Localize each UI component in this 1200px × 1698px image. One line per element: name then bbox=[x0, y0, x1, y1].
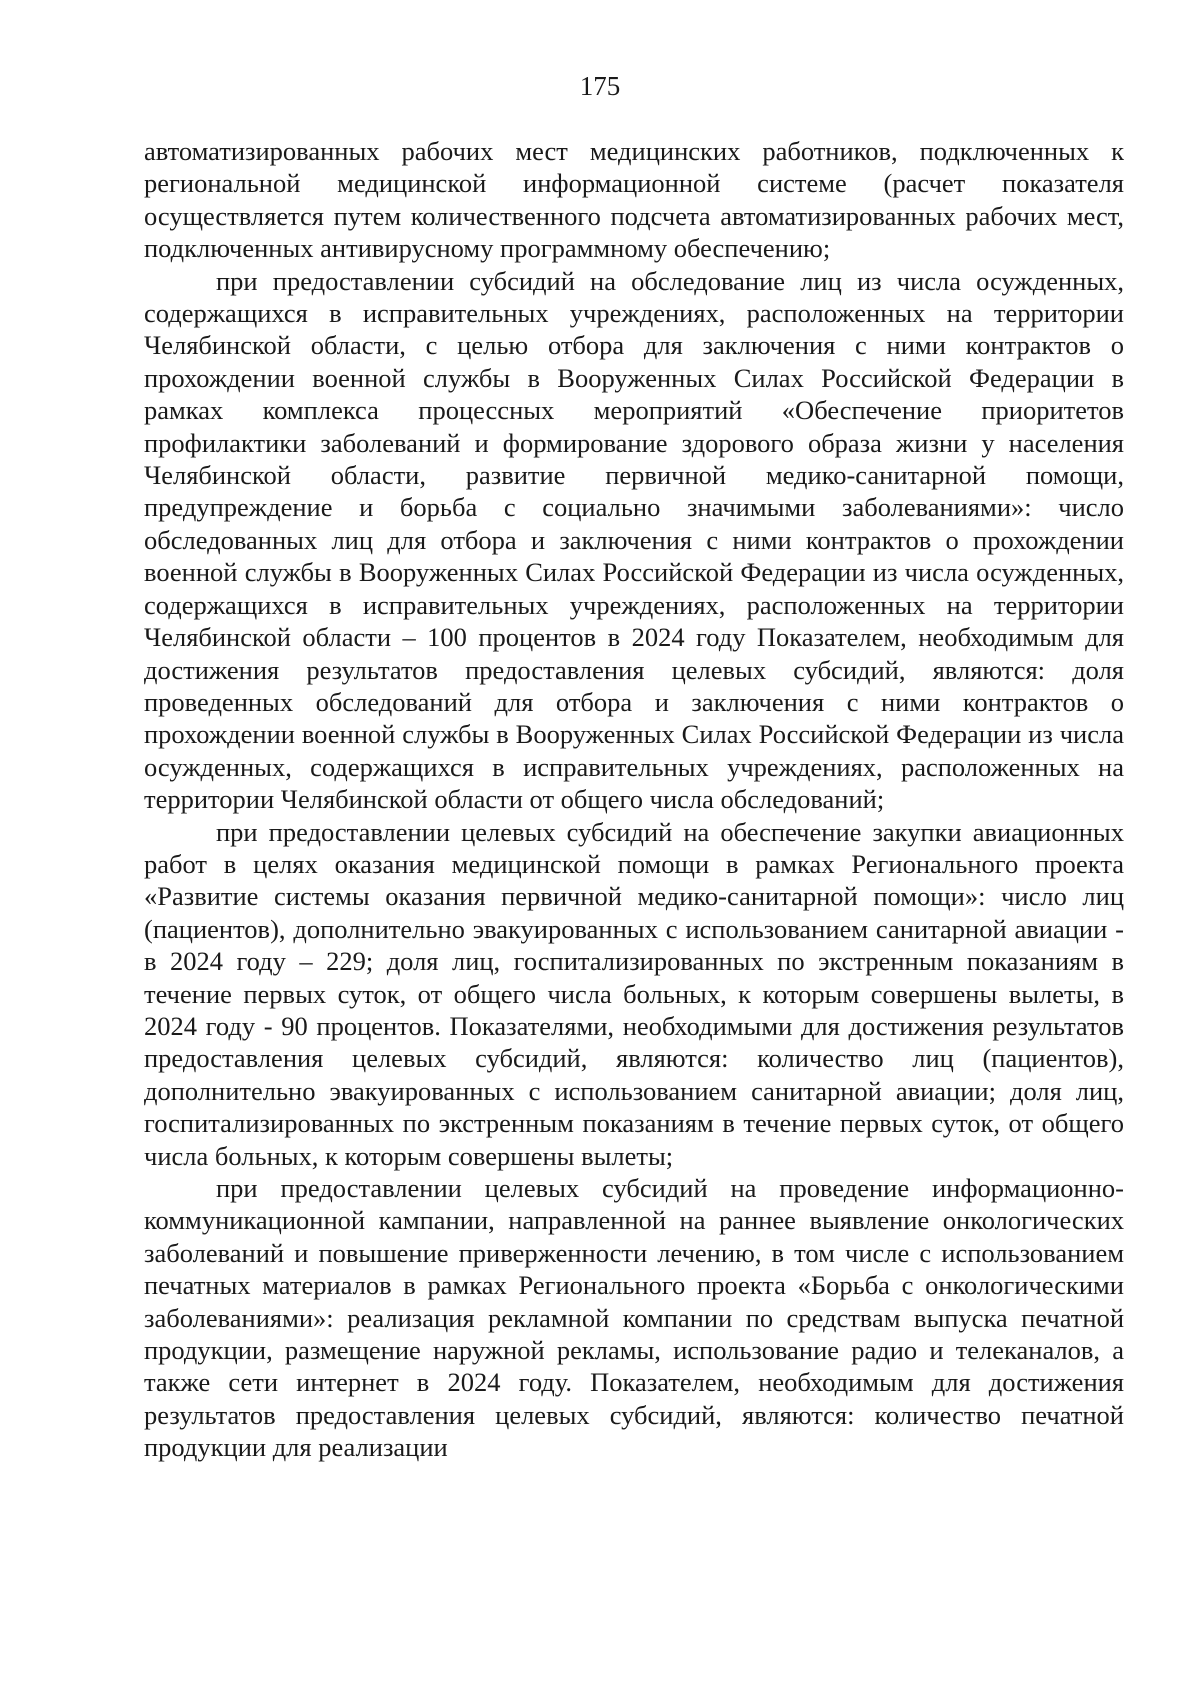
paragraph-oncology-campaign: при предоставлении целевых субсидий на проведение информационно-коммуникационной кампании, направленной на раннее выявление онкологических заболеваний и повышение приверженности лечению, в том числе с использованием печатных материалов в рамках Регионального проекта «Борьба с онкологическими заболеваниями»: реализация рекламной компании по средствам выпуска печатной продукции, размещение наружной рекламы, использование радио и телеканалов, а также сети интернет в 2024 году. Показателем, необходимым для достижения результатов предоставления целевых субсидий, являются: количество печатной продукции для реализации bbox=[144, 1173, 1124, 1463]
page-number: 175 bbox=[579, 71, 621, 101]
paragraph-aviation-works: при предоставлении целевых субсидий на обеспечение закупки авиационных работ в целях оказания медицинской помощи в рамках Регионального проекта «Развитие системы оказания первичной медико-санитарной помощи»: число лиц (пациентов), дополнительно эвакуированных с использованием санитарной авиации - в 2024 году – 229; доля лиц, госпитализированных по экстренным показаниям в течение первых суток, от общего числа больных, к которым совершены вылеты, в 2024 году - 90 процентов. Показателями, необходимыми для достижения результатов предоставления целевых субсидий, являются: количество лиц (пациентов), дополнительно эвакуированных с использованием санитарной авиации; доля лиц, госпитализированных по экстренным показаниям в течение первых суток, от общего числа больных, к которым совершены вылеты; bbox=[144, 816, 1124, 1171]
paragraph-convicts-survey: при предоставлении субсидий на обследование лиц из числа осужденных, содержащихся в исправительных учреждениях, расположенных на территории Челябинской области, с целью отбора для заключения с ними контрактов о прохождении военной службы в Вооруженных Силах Российской Федерации в рамках комплекса процессных мероприятий «Обеспечение приоритетов профилактики заболеваний и формирование здорового образа жизни у населения Челябинской области, развитие первичной медико-санитарной помощи, предупреждение и борьба с социально значимыми заболеваниями»: число обследованных лиц для отбора и заключения с ними контрактов о прохождении военной службы в Вооруженных Силах Российской Федерации из числа осужденных, содержащихся в исправительных учреждениях, расположенных на территории Челябинской области – 100 процентов в 2024 году Показателем, необходимым для достижения результатов предоставления целевых субсидий, являются: доля проведенных обследований для отбора и заключения с ними контрактов о прохождении военной службы в Вооруженных Силах Российской Федерации из числа осужденных, содержащихся в исправительных учреждениях, расположенных на территории Челябинской области от общего числа обследований; bbox=[144, 265, 1124, 815]
paragraph-continuation: автоматизированных рабочих мест медицинских работников, подключенных к региональной медицинской информационной системе (расчет показателя осуществляется путем количественного подсчета автоматизированных рабочих мест, подключенных антивирусному программному обеспечению; bbox=[144, 136, 1124, 264]
document-body bbox=[144, 135, 1124, 1464]
